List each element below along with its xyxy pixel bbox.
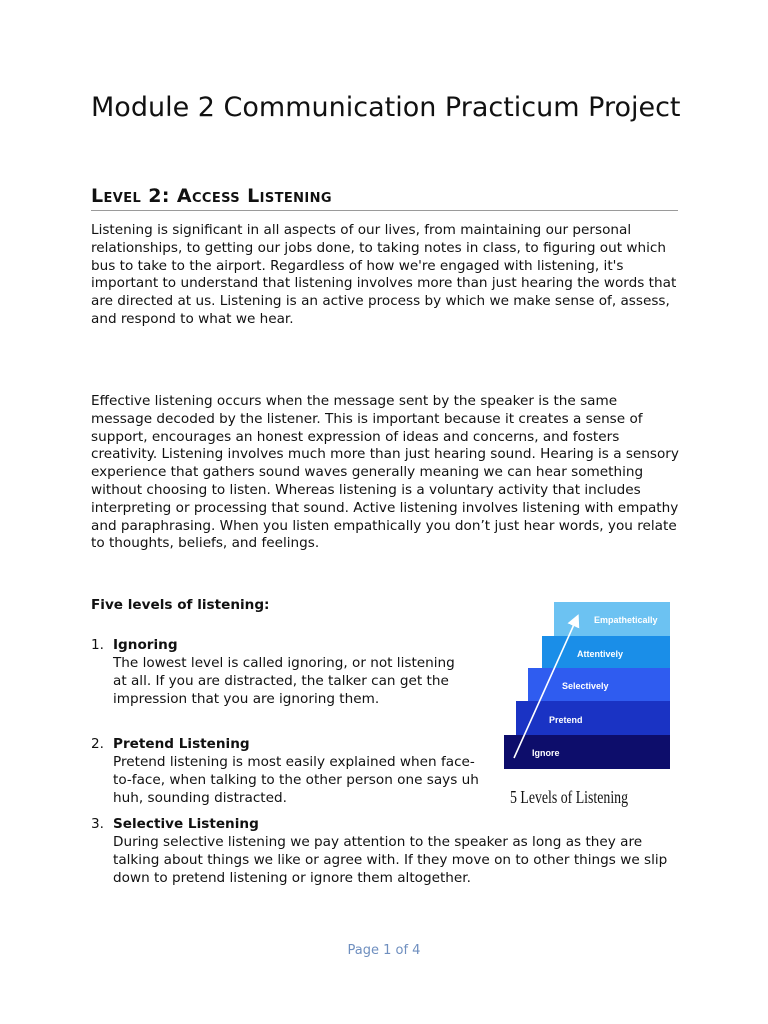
step-label-attentively: Attentively	[577, 649, 624, 659]
list-item-number: 1.	[91, 637, 104, 653]
step-label-selectively: Selectively	[562, 681, 609, 691]
page-title: Module 2 Communication Practicum Project	[91, 92, 681, 123]
step-label-pretend: Pretend	[549, 715, 583, 725]
listening-levels-figure	[496, 598, 676, 812]
step-label-ignore: Ignore	[532, 748, 560, 758]
section-heading: Level 2: Access Listening	[91, 184, 678, 211]
step-ignore	[504, 735, 670, 769]
step-pretend	[516, 701, 670, 735]
page-footer: Page 1 of 4	[347, 943, 421, 958]
list-item-description: Pretend listening is most easily explained when face-to-face, when talking to the other person one says uh huh, sounding distracted.	[113, 754, 479, 806]
levels-heading: Five levels of listening:	[91, 597, 270, 613]
body-paragraph: Listening is significant in all aspects of our lives, from maintaining our personal relationships, to getting our jobs done, to taking notes in class, to figuring out which bus to take to the airport. Regardless of how we're engaged with listening, it's important to understand that listening involves more than just hearing the words that are directed at us. Listening is an active process by which we make sense of, assess, and respond to what we hear.	[91, 222, 677, 327]
list-item-number: 2.	[91, 736, 104, 752]
figure-caption: 5 Levels of Listening	[510, 787, 628, 807]
step-label-empathetically: Empathetically	[594, 615, 658, 625]
body-paragraph: Effective listening occurs when the message sent by the speaker is the same message decoded by the listener. This is important because it creates a sense of support, encourages an honest expression of ideas and concerns, and fosters creativity. Listening involves much more than just hearing sound. Hearing is a sensory experience that gathers sound waves generally meaning we can hear something without choosing to listen. Whereas listening is a voluntary activity that includes interpreting or processing that sound. Active listening involves listening with empathy and paraphrasing. When you listen empathically you don’t just hear words, you relate to thoughts, beliefs, and feelings.	[91, 393, 679, 552]
list-item-description: During selective listening we pay attention to the speaker as long as they are talking about things we like or agree with. If they move on to other things we slip down to pretend listening or ignore them altogether.	[113, 834, 668, 886]
list-item-title: Selective Listening	[113, 816, 259, 832]
list-item-title: Ignoring	[113, 637, 178, 653]
list-item-number: 3.	[91, 816, 104, 832]
list-item-description: The lowest level is called ignoring, or not listening at all. If you are distracted, the talker can get the impression that you are ignoring them.	[113, 655, 455, 707]
list-item-title: Pretend Listening	[113, 736, 250, 752]
